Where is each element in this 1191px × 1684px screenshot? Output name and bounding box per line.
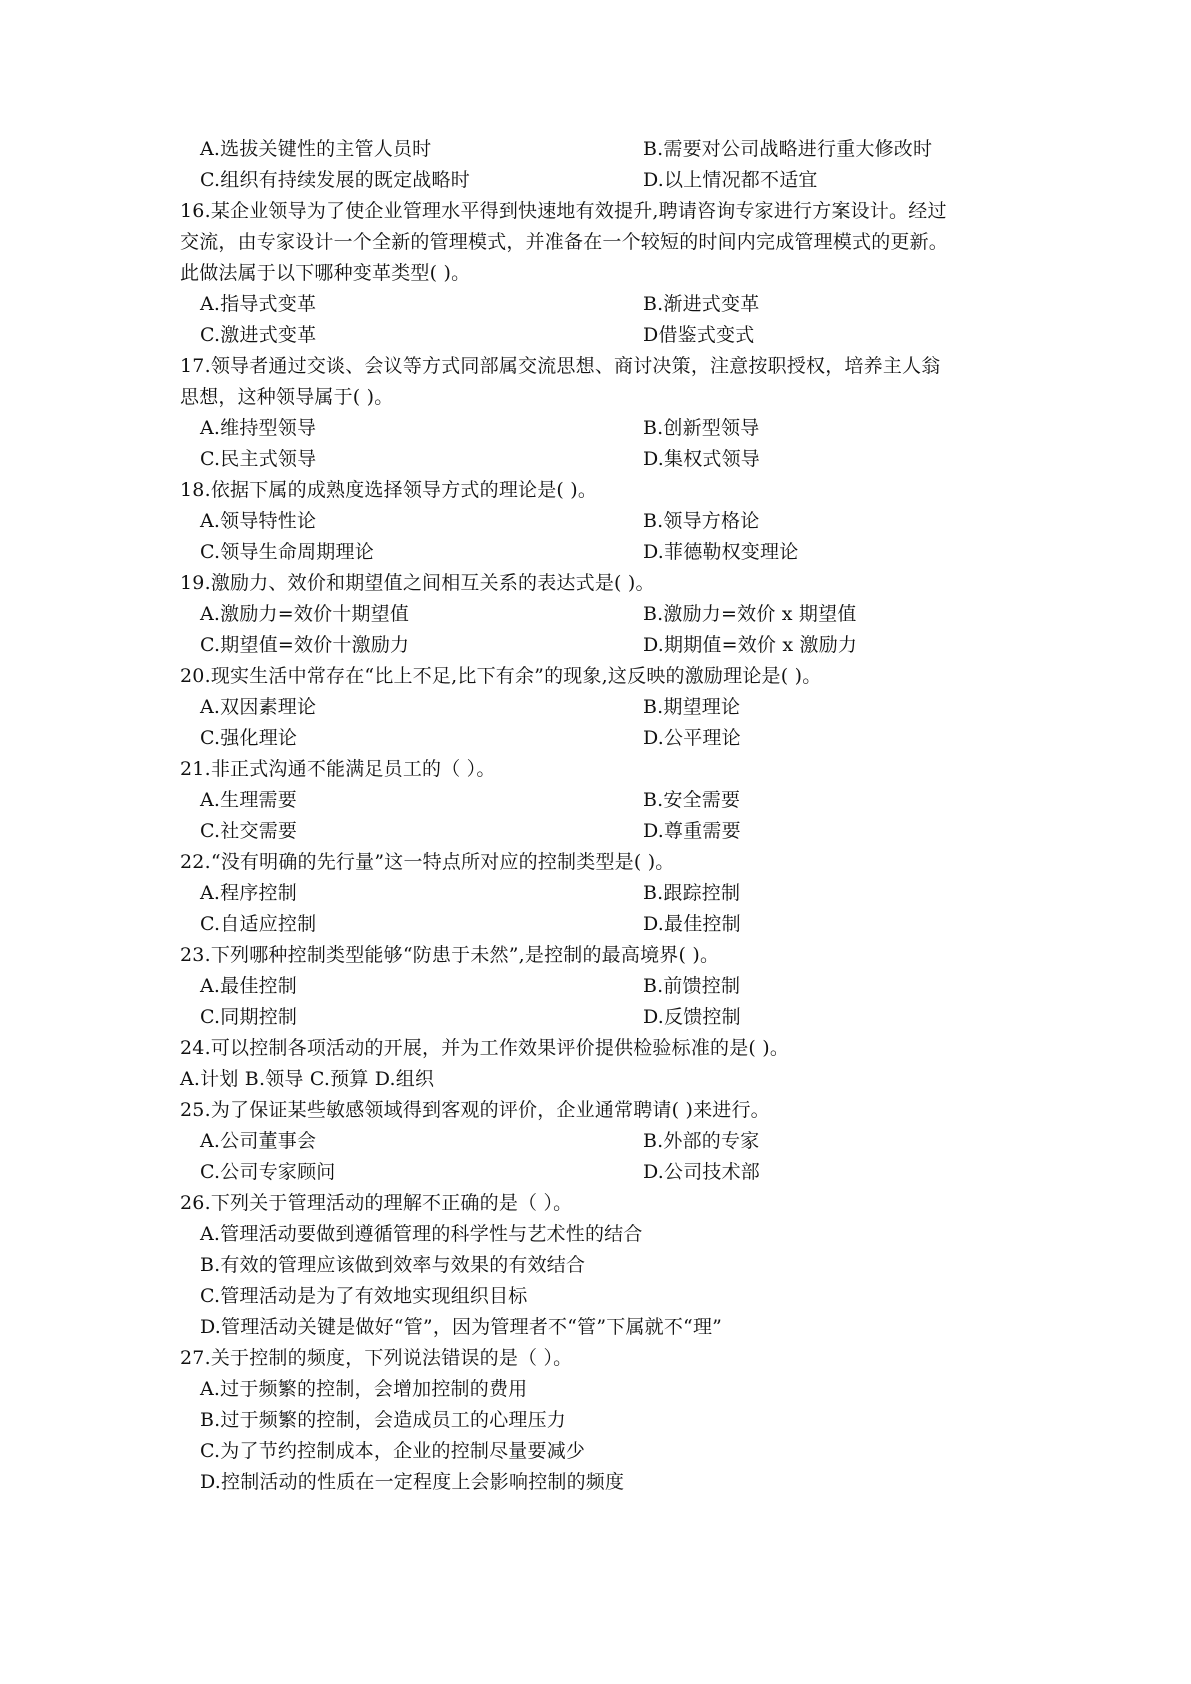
option-b: B.需要对公司战略进行重大修改时 — [643, 138, 933, 160]
option-b: B.前馈控制 — [643, 975, 741, 997]
question-stem: 交流，由专家设计一个全新的管理模式，并准备在一个较短的时间内完成管理模式的更新。 — [180, 231, 949, 253]
option-c: C.领导生命周期理论 — [200, 541, 374, 563]
option-b: B.跟踪控制 — [643, 882, 741, 904]
option-c: C.为了节约控制成本，企业的控制尽量要减少 — [200, 1440, 586, 1462]
option-c: C.强化理论 — [200, 727, 298, 749]
option-b: B.创新型领导 — [643, 417, 760, 439]
option-d: D.公平理论 — [643, 727, 741, 749]
option-a: A.双因素理论 — [200, 696, 317, 718]
question-stem: 26.下列关于管理活动的理解不正确的是（ ）。 — [180, 1192, 573, 1214]
option-d: D.最佳控制 — [643, 913, 741, 935]
option-d: D.期期值=效价 x 激励力 — [643, 634, 858, 656]
option-b: B.安全需要 — [643, 789, 741, 811]
question-stem: 16.某企业领导为了使企业管理水平得到快速地有效提升,聘请咨询专家进行方案设计。经过 — [180, 200, 947, 222]
option-c: C.组织有持续发展的既定战略时 — [200, 169, 470, 191]
question-stem: 23.下列哪种控制类型能够“防患于未然”,是控制的最高境界( )。 — [180, 944, 720, 966]
option-a: A.指导式变革 — [200, 293, 317, 315]
option-c: C.期望值=效价十激励力 — [200, 634, 410, 656]
option-a: A.生理需要 — [200, 789, 297, 811]
option-d: D.管理活动关键是做好“管”，因为管理者不“管”下属就不“理” — [200, 1316, 723, 1338]
question-stem: 21.非正式沟通不能满足员工的（ ）。 — [180, 758, 496, 780]
option-d: D.菲德勒权变理论 — [643, 541, 799, 563]
option-c: C.管理活动是为了有效地实现组织目标 — [200, 1285, 528, 1307]
option-d: D.反馈控制 — [643, 1006, 741, 1028]
option-b: B.外部的专家 — [643, 1130, 760, 1152]
option-a: A.领导特性论 — [200, 510, 317, 532]
question-stem: 25.为了保证某些敏感领域得到客观的评价，企业通常聘请( )来进行。 — [180, 1099, 770, 1121]
question-stem: 22.“没有明确的先行量”这一特点所对应的控制类型是( )。 — [180, 851, 675, 873]
question-stem: 24.可以控制各项活动的开展，并为工作效果评价提供检验标准的是( )。 — [180, 1037, 790, 1059]
question-stem: 27.关于控制的频度，下列说法错误的是（ ）。 — [180, 1347, 573, 1369]
question-stem: 19.激励力、效价和期望值之间相互关系的表达式是( )。 — [180, 572, 655, 594]
option-c: C.激进式变革 — [200, 324, 317, 346]
option-d: D.公司技术部 — [643, 1161, 760, 1183]
option-d: D.以上情况都不适宜 — [643, 169, 818, 191]
option-a: A.过于频繁的控制，会增加控制的费用 — [200, 1378, 528, 1400]
option-b: B.期望理论 — [643, 696, 741, 718]
option-a: A.最佳控制 — [200, 975, 297, 997]
option-d: D.尊重需要 — [643, 820, 741, 842]
option-c: C.社交需要 — [200, 820, 298, 842]
question-stem: 思想，这种领导属于( )。 — [180, 386, 394, 408]
question-stem: 17.领导者通过交谈、会议等方式同部属交流思想、商讨决策，注意按职授权，培养主人翁 — [180, 355, 941, 377]
option-b: B.领导方格论 — [643, 510, 760, 532]
option-c: C.公司专家顾问 — [200, 1161, 336, 1183]
question-stem: 18.依据下属的成熟度选择领导方式的理论是( )。 — [180, 479, 598, 501]
option-b: B.有效的管理应该做到效率与效果的有效结合 — [200, 1254, 586, 1276]
option-b: B.过于频繁的控制，会造成员工的心理压力 — [200, 1409, 567, 1431]
option-d: D.控制活动的性质在一定程度上会影响控制的频度 — [200, 1471, 625, 1493]
inline-options: A.计划 B.领导 C.预算 D.组织 — [180, 1068, 435, 1090]
option-a: A.维持型领导 — [200, 417, 317, 439]
option-a: A.选拔关键性的主管人员时 — [200, 138, 432, 160]
option-d: D.集权式领导 — [643, 448, 760, 470]
question-stem: 此做法属于以下哪种变革类型( )。 — [180, 262, 471, 284]
option-a: A.程序控制 — [200, 882, 297, 904]
option-c: C.自适应控制 — [200, 913, 317, 935]
option-a: A.激励力=效价十期望值 — [200, 603, 410, 625]
option-a: A.公司董事会 — [200, 1130, 317, 1152]
question-stem: 20.现实生活中常存在“比上不足,比下有余”的现象,这反映的激励理论是( )。 — [180, 665, 822, 687]
option-c: C.同期控制 — [200, 1006, 298, 1028]
option-b: B.渐进式变革 — [643, 293, 760, 315]
option-d: D借鉴式变式 — [643, 324, 755, 346]
option-c: C.民主式领导 — [200, 448, 317, 470]
option-a: A.管理活动要做到遵循管理的科学性与艺术性的结合 — [200, 1223, 643, 1245]
option-b: B.激励力=效价 x 期望值 — [643, 603, 857, 625]
